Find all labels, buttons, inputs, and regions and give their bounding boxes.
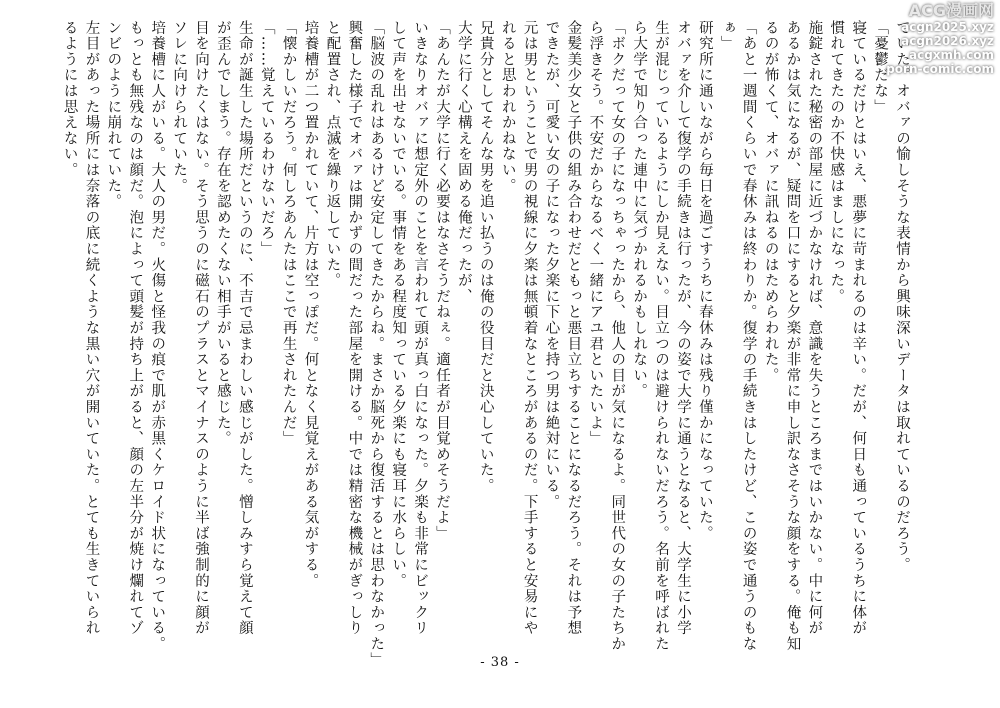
text-column: るのが怖くて、オバァに訊ねるのはためらわれた。	[762, 20, 779, 384]
text-column: 金髪美少女と子供の組み合わせだともっと悪目立ちすることになるだろう。それは予想	[565, 20, 582, 637]
text-column: もっとも無残なのは顔だ。泡によって頭髪が持ち上がると、顔の左半分が焼け爛れてゾ	[127, 20, 144, 637]
text-column: 興奮した様子でオバァは開かずの間だった部屋を開ける。中では精密な機械がぎっしり	[346, 20, 363, 637]
text-column: が歪んでしまう。存在を認めたくない相手がいると感じた。	[214, 20, 231, 447]
text-column: 「あと一週間くらいで春休みは終わりか。復学の手続きはしたけど、この姿で通うのもな	[740, 20, 757, 652]
text-column: 生命が誕生した場所だというのに、不吉で忌まわしい感じがした。憎しみすら覚えて顔	[236, 20, 253, 637]
text-column: れると思われかねない。	[499, 20, 516, 194]
text-column: ソレに向けられていた。	[171, 20, 188, 194]
text-column: ぁ」	[718, 20, 735, 52]
watermark-line: porn-comic.com	[886, 62, 994, 76]
text-column: 生が混じっているようにしか見えない。目立つのは避けられないだろう。名前を呼ばれた	[653, 20, 670, 652]
text-column: できたが、可愛い女の子になった夕楽に下心を持つ男は絶対にいる。	[543, 20, 560, 510]
text-column: 「懐かしいだろう。何しろあんたはここで再生されたんだ」	[280, 20, 297, 447]
text-column: 「憂鬱だな」	[872, 20, 889, 115]
text-column: 施錠された秘密の部屋に近づかなければ、意識を失うところまではいかない。中に何が	[806, 20, 823, 637]
text-column: 培養槽が二つ置かれていて、片方は空っぽだ。何となく見覚えがある気がする。	[302, 20, 319, 589]
text-column: 兄貴分としてそんな男を追い払うのは俺の役目だと決心していた。	[477, 20, 494, 494]
watermark-line: acgn2025.xyz	[901, 20, 994, 34]
watermark-logo: ACG漫画网	[908, 1, 994, 20]
text-column: るようには思えない。	[61, 20, 78, 178]
text-column: オバァを介して復学の手続きは行ったが、今の姿で大学に通うとなると、大学生に小学	[674, 20, 691, 637]
text-column: して声を出せないでいる。事情をある程度知っている夕楽にも寝耳に水らしい。	[390, 20, 407, 589]
watermark	[876, 2, 994, 76]
text-column: ンビのように崩れていた。	[105, 20, 122, 210]
text-column: 「脳波の乱れはあるけど安定してきたからね。まさか脳死から復活するとは思わなかった」	[368, 20, 385, 668]
watermark-line: acgxmh.com	[908, 48, 994, 62]
text-column: ら大学で知り合った連中に気づかれるかもしれない。	[631, 20, 648, 400]
text-column: 「あんたが大学に行く必要はなさそうだねぇ。適任者が目覚めそうだよ」	[433, 20, 450, 542]
text-column: 「ボクだって女の子になっちゃったから、他人の目が気になるよ。同世代の女の子たちか	[609, 20, 626, 652]
text-column: 寝ているだけとはいえ、悪夢に苛まれるのは辛い。だが、何日も通っているうちに体が	[850, 20, 867, 637]
text-column: 研究所に通いながら毎日を過ごすうちに春休みは残り僅かになっていた。	[696, 20, 713, 542]
text-column: 「……覚えているわけないだろ」	[258, 20, 275, 257]
text-column: 元は男ということで男の視線に夕楽は無頓着なところがあるのだ。下手すると安易にや	[521, 20, 538, 637]
text-column: 大学に行く心構えを固める俺だったが、	[455, 20, 472, 305]
text-column: いきなりオバァに想定外のことを言われて頭が真っ白になった。夕楽も非常にビックリ	[412, 20, 429, 637]
text-column: と配置され、点滅を繰り返していた。	[324, 20, 341, 289]
watermark-line: acgn2026.xyz	[901, 34, 994, 48]
text-column: 培養槽に人がいる。大人の男だ。火傷と怪我の痕で肌が赤黒くケロイド状になっている。	[149, 20, 166, 652]
text-column: ら浮きそう。不安だからなるべく一緒にアユ君といたいよ」	[587, 20, 604, 447]
text-column: 左目があった場所には奈落の底に続くような黒い穴が開いていた。とても生きていられ	[83, 20, 100, 637]
text-column: あるかは気になるが、疑問を口にすると夕楽が非常に申し訳なさそうな顔をする。俺も知	[784, 20, 801, 652]
page-number: - 38 -	[480, 655, 520, 670]
text-column: 目を向けたくはない。そう思うのに磁石のプラスとマイナスのように半ば強制的に顔が	[193, 20, 209, 637]
text-column: 慣れてきたのか不快感はましになった。	[828, 20, 845, 305]
text-column: ていた。オバァの愉しそうな表情から興味深いデータは取れているのだろう。	[894, 20, 910, 573]
